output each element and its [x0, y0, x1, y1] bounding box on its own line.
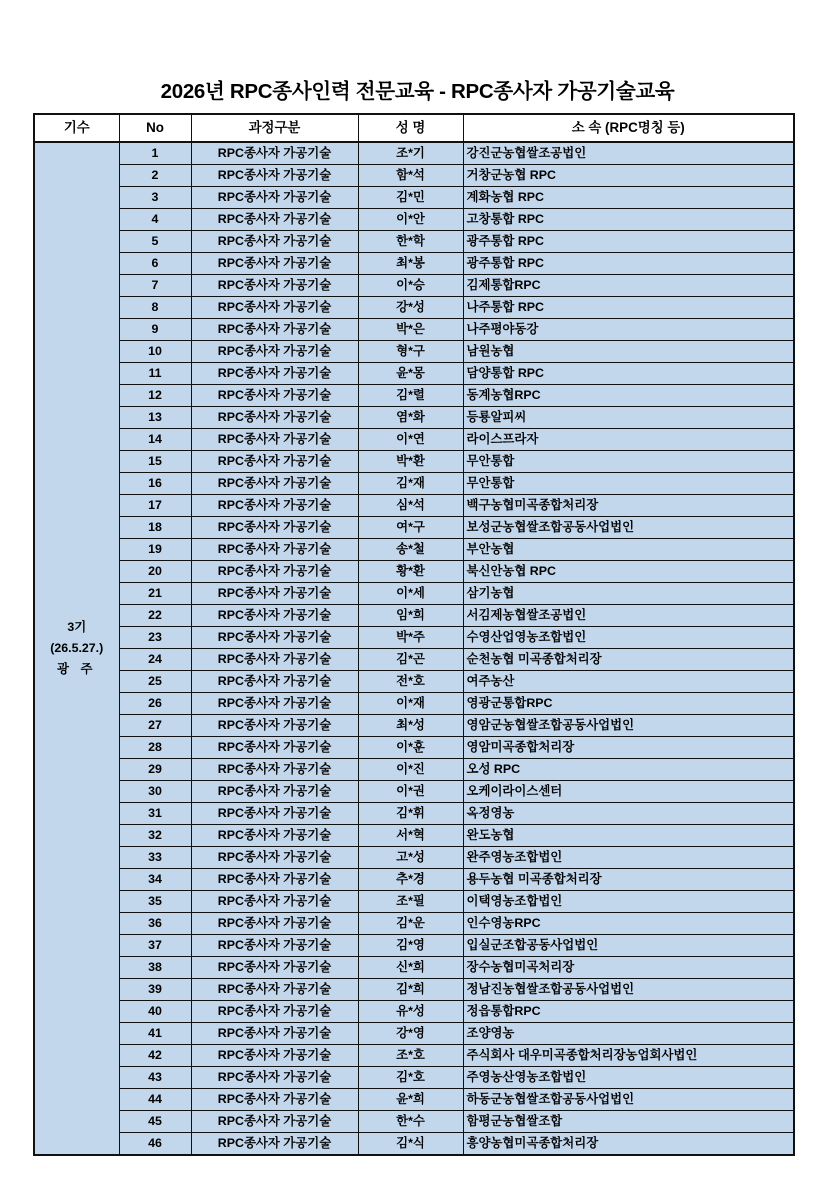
row-organization: 나주통합 RPC [463, 297, 794, 319]
row-name: 최*봉 [358, 253, 463, 275]
row-name: 김*호 [358, 1067, 463, 1089]
row-organization: 담양통합 RPC [463, 363, 794, 385]
column-header-no: No [119, 114, 191, 142]
row-course: RPC종사자 가공기술 [191, 187, 358, 209]
row-name: 김*곤 [358, 649, 463, 671]
row-number: 27 [119, 715, 191, 737]
column-header-org: 소 속 (RPC명칭 등) [463, 114, 794, 142]
row-organization: 장수농협미곡처리장 [463, 957, 794, 979]
table-row [34, 319, 794, 341]
row-name: 박*은 [358, 319, 463, 341]
row-name: 이*진 [358, 759, 463, 781]
table-row [34, 913, 794, 935]
row-number: 26 [119, 693, 191, 715]
table-row [34, 737, 794, 759]
table-row [34, 957, 794, 979]
row-course: RPC종사자 가공기술 [191, 693, 358, 715]
table-row [34, 473, 794, 495]
row-course: RPC종사자 가공기술 [191, 165, 358, 187]
row-organization: 광주통합 RPC [463, 253, 794, 275]
row-course: RPC종사자 가공기술 [191, 561, 358, 583]
row-name: 이*재 [358, 693, 463, 715]
row-course: RPC종사자 가공기술 [191, 759, 358, 781]
row-name: 조*호 [358, 1045, 463, 1067]
row-number: 42 [119, 1045, 191, 1067]
row-name: 임*희 [358, 605, 463, 627]
row-name: 형*구 [358, 341, 463, 363]
term-group-cell [34, 142, 119, 1155]
row-number: 23 [119, 627, 191, 649]
table-row [34, 209, 794, 231]
row-number: 43 [119, 1067, 191, 1089]
row-course: RPC종사자 가공기술 [191, 275, 358, 297]
row-organization: 라이스프라자 [463, 429, 794, 451]
roster-table-container [33, 113, 793, 1156]
table-row [34, 561, 794, 583]
row-course: RPC종사자 가공기술 [191, 319, 358, 341]
row-number: 8 [119, 297, 191, 319]
row-organization: 이택영농조합법인 [463, 891, 794, 913]
row-course: RPC종사자 가공기술 [191, 429, 358, 451]
row-number: 44 [119, 1089, 191, 1111]
row-course: RPC종사자 가공기술 [191, 913, 358, 935]
term-group-line-3: 광 주 [57, 662, 97, 676]
row-name: 고*성 [358, 847, 463, 869]
row-name: 최*성 [358, 715, 463, 737]
row-organization: 주영농산영농조합법인 [463, 1067, 794, 1089]
row-course: RPC종사자 가공기술 [191, 451, 358, 473]
row-name: 김*식 [358, 1133, 463, 1156]
table-row [34, 759, 794, 781]
row-organization: 강진군농협쌀조공법인 [463, 142, 794, 165]
row-name: 박*주 [358, 627, 463, 649]
row-number: 4 [119, 209, 191, 231]
table-row [34, 583, 794, 605]
table-row [34, 1133, 794, 1156]
table-row [34, 451, 794, 473]
row-course: RPC종사자 가공기술 [191, 363, 358, 385]
table-row [34, 253, 794, 275]
row-course: RPC종사자 가공기술 [191, 891, 358, 913]
row-name: 윤*희 [358, 1089, 463, 1111]
row-name: 염*화 [358, 407, 463, 429]
table-row [34, 1045, 794, 1067]
row-number: 20 [119, 561, 191, 583]
row-number: 32 [119, 825, 191, 847]
table-row [34, 979, 794, 1001]
row-course: RPC종사자 가공기술 [191, 583, 358, 605]
row-number: 15 [119, 451, 191, 473]
row-course: RPC종사자 가공기술 [191, 407, 358, 429]
row-organization: 남원농협 [463, 341, 794, 363]
row-course: RPC종사자 가공기술 [191, 979, 358, 1001]
row-course: RPC종사자 가공기술 [191, 649, 358, 671]
row-course: RPC종사자 가공기술 [191, 1045, 358, 1067]
table-row [34, 341, 794, 363]
row-organization: 광주통합 RPC [463, 231, 794, 253]
row-number: 1 [119, 142, 191, 165]
row-organization: 오성 RPC [463, 759, 794, 781]
row-number: 31 [119, 803, 191, 825]
row-name: 여*구 [358, 517, 463, 539]
table-row [34, 187, 794, 209]
row-organization: 흥양농협미곡종합처리장 [463, 1133, 794, 1156]
row-organization: 백구농협미곡종합처리장 [463, 495, 794, 517]
row-name: 박*환 [358, 451, 463, 473]
row-organization: 완주영농조합법인 [463, 847, 794, 869]
row-number: 45 [119, 1111, 191, 1133]
table-row [34, 1067, 794, 1089]
row-number: 33 [119, 847, 191, 869]
row-name: 신*희 [358, 957, 463, 979]
row-name: 윤*몽 [358, 363, 463, 385]
table-row [34, 649, 794, 671]
row-name: 이*권 [358, 781, 463, 803]
row-number: 21 [119, 583, 191, 605]
row-organization: 옥정영농 [463, 803, 794, 825]
row-course: RPC종사자 가공기술 [191, 231, 358, 253]
row-course: RPC종사자 가공기술 [191, 142, 358, 165]
row-number: 2 [119, 165, 191, 187]
row-organization: 정남진농협쌀조합공동사업법인 [463, 979, 794, 1001]
row-name: 전*호 [358, 671, 463, 693]
row-course: RPC종사자 가공기술 [191, 1089, 358, 1111]
row-number: 10 [119, 341, 191, 363]
row-number: 6 [119, 253, 191, 275]
row-name: 조*필 [358, 891, 463, 913]
table-row [34, 385, 794, 407]
row-organization: 영광군통합RPC [463, 693, 794, 715]
row-course: RPC종사자 가공기술 [191, 715, 358, 737]
table-body [34, 142, 794, 1155]
row-number: 30 [119, 781, 191, 803]
table-row [34, 275, 794, 297]
row-name: 함*석 [358, 165, 463, 187]
row-name: 김*운 [358, 913, 463, 935]
row-organization: 영암군농협쌀조합공동사업법인 [463, 715, 794, 737]
table-row [34, 363, 794, 385]
row-number: 29 [119, 759, 191, 781]
row-number: 24 [119, 649, 191, 671]
table-row [34, 935, 794, 957]
row-name: 김*재 [358, 473, 463, 495]
row-organization: 서김제농협쌀조공법인 [463, 605, 794, 627]
row-number: 17 [119, 495, 191, 517]
row-number: 25 [119, 671, 191, 693]
row-organization: 고창통합 RPC [463, 209, 794, 231]
row-organization: 인수영농RPC [463, 913, 794, 935]
row-course: RPC종사자 가공기술 [191, 803, 358, 825]
row-name: 조*기 [358, 142, 463, 165]
row-number: 19 [119, 539, 191, 561]
row-course: RPC종사자 가공기술 [191, 737, 358, 759]
row-name: 강*영 [358, 1023, 463, 1045]
row-course: RPC종사자 가공기술 [191, 935, 358, 957]
row-course: RPC종사자 가공기술 [191, 1023, 358, 1045]
row-name: 이*세 [358, 583, 463, 605]
row-course: RPC종사자 가공기술 [191, 209, 358, 231]
row-organization: 입실군조합공동사업법인 [463, 935, 794, 957]
row-course: RPC종사자 가공기술 [191, 253, 358, 275]
table-row [34, 803, 794, 825]
row-name: 김*휘 [358, 803, 463, 825]
row-name: 송*철 [358, 539, 463, 561]
table-row [34, 165, 794, 187]
row-course: RPC종사자 가공기술 [191, 473, 358, 495]
table-row [34, 539, 794, 561]
column-header-course: 과정구분 [191, 114, 358, 142]
row-number: 13 [119, 407, 191, 429]
row-number: 36 [119, 913, 191, 935]
row-name: 김*렬 [358, 385, 463, 407]
table-row [34, 407, 794, 429]
row-organization: 하동군농협쌀조합공동사업법인 [463, 1089, 794, 1111]
row-number: 14 [119, 429, 191, 451]
table-row [34, 891, 794, 913]
row-organization: 김제통합RPC [463, 275, 794, 297]
table-row [34, 231, 794, 253]
row-number: 12 [119, 385, 191, 407]
row-course: RPC종사자 가공기술 [191, 825, 358, 847]
row-number: 7 [119, 275, 191, 297]
row-course: RPC종사자 가공기술 [191, 671, 358, 693]
row-organization: 거창군농협 RPC [463, 165, 794, 187]
table-row [34, 605, 794, 627]
row-name: 서*혁 [358, 825, 463, 847]
row-course: RPC종사자 가공기술 [191, 1133, 358, 1156]
row-name: 한*수 [358, 1111, 463, 1133]
row-course: RPC종사자 가공기술 [191, 869, 358, 891]
table-row [34, 715, 794, 737]
table-row [34, 1111, 794, 1133]
term-group-line-2: (26.5.27.) [50, 641, 104, 655]
row-number: 28 [119, 737, 191, 759]
table-row [34, 627, 794, 649]
row-number: 39 [119, 979, 191, 1001]
row-organization: 부안농협 [463, 539, 794, 561]
row-organization: 삼기농협 [463, 583, 794, 605]
row-name: 이*안 [358, 209, 463, 231]
column-header-term: 기수 [34, 114, 119, 142]
row-name: 김*영 [358, 935, 463, 957]
row-number: 40 [119, 1001, 191, 1023]
row-name: 이*훈 [358, 737, 463, 759]
row-organization: 무안통합 [463, 451, 794, 473]
row-number: 9 [119, 319, 191, 341]
row-name: 한*학 [358, 231, 463, 253]
row-course: RPC종사자 가공기술 [191, 627, 358, 649]
row-course: RPC종사자 가공기술 [191, 957, 358, 979]
row-course: RPC종사자 가공기술 [191, 1067, 358, 1089]
row-organization: 용두농협 미곡종합처리장 [463, 869, 794, 891]
table-row [34, 781, 794, 803]
row-organization: 무안통합 [463, 473, 794, 495]
row-organization: 순천농협 미곡종합처리장 [463, 649, 794, 671]
row-number: 18 [119, 517, 191, 539]
row-organization: 수영산업영농조합법인 [463, 627, 794, 649]
row-course: RPC종사자 가공기술 [191, 781, 358, 803]
page-title: 2026년 RPC종사인력 전문교육 - RPC종사자 가공기술교육 [160, 80, 675, 103]
row-name: 김*민 [358, 187, 463, 209]
row-name: 이*연 [358, 429, 463, 451]
row-organization: 주식회사 대우미곡종합처리장농업회사법인 [463, 1045, 794, 1067]
row-organization: 조양영농 [463, 1023, 794, 1045]
row-organization: 함평군농협쌀조합 [463, 1111, 794, 1133]
row-organization: 완도농협 [463, 825, 794, 847]
table-row [34, 142, 794, 165]
table-row [34, 1001, 794, 1023]
term-group-line-1: 3기 [67, 620, 87, 634]
table-row [34, 495, 794, 517]
table-row [34, 1023, 794, 1045]
row-number: 37 [119, 935, 191, 957]
table-row [34, 671, 794, 693]
row-number: 35 [119, 891, 191, 913]
row-course: RPC종사자 가공기술 [191, 297, 358, 319]
row-name: 유*성 [358, 1001, 463, 1023]
row-organization: 보성군농협쌀조합공동사업법인 [463, 517, 794, 539]
row-number: 22 [119, 605, 191, 627]
row-number: 38 [119, 957, 191, 979]
row-course: RPC종사자 가공기술 [191, 385, 358, 407]
row-number: 3 [119, 187, 191, 209]
row-organization: 정읍통합RPC [463, 1001, 794, 1023]
row-organization: 오케이라이스센터 [463, 781, 794, 803]
row-organization: 계화농협 RPC [463, 187, 794, 209]
row-organization: 나주평야동강 [463, 319, 794, 341]
row-name: 김*희 [358, 979, 463, 1001]
table-row [34, 517, 794, 539]
row-name: 추*경 [358, 869, 463, 891]
table-row [34, 847, 794, 869]
table-row [34, 297, 794, 319]
row-number: 41 [119, 1023, 191, 1045]
table-row [34, 825, 794, 847]
roster-table [33, 113, 795, 1156]
table-row [34, 693, 794, 715]
row-organization: 등룡알피씨 [463, 407, 794, 429]
row-course: RPC종사자 가공기술 [191, 1111, 358, 1133]
row-course: RPC종사자 가공기술 [191, 495, 358, 517]
row-number: 11 [119, 363, 191, 385]
column-header-name: 성 명 [358, 114, 463, 142]
row-course: RPC종사자 가공기술 [191, 605, 358, 627]
row-number: 5 [119, 231, 191, 253]
row-course: RPC종사자 가공기술 [191, 1001, 358, 1023]
row-organization: 동계농협RPC [463, 385, 794, 407]
row-course: RPC종사자 가공기술 [191, 539, 358, 561]
row-number: 16 [119, 473, 191, 495]
table-row [34, 869, 794, 891]
header-row [34, 114, 794, 142]
row-course: RPC종사자 가공기술 [191, 517, 358, 539]
row-name: 황*환 [358, 561, 463, 583]
row-course: RPC종사자 가공기술 [191, 341, 358, 363]
table-header [34, 114, 794, 142]
table-row [34, 429, 794, 451]
row-number: 34 [119, 869, 191, 891]
row-course: RPC종사자 가공기술 [191, 847, 358, 869]
row-name: 심*석 [358, 495, 463, 517]
row-number: 46 [119, 1133, 191, 1156]
row-name: 이*승 [358, 275, 463, 297]
row-name: 강*성 [358, 297, 463, 319]
row-organization: 여주농산 [463, 671, 794, 693]
row-organization: 북신안농협 RPC [463, 561, 794, 583]
table-row [34, 1089, 794, 1111]
row-organization: 영암미곡종합처리장 [463, 737, 794, 759]
